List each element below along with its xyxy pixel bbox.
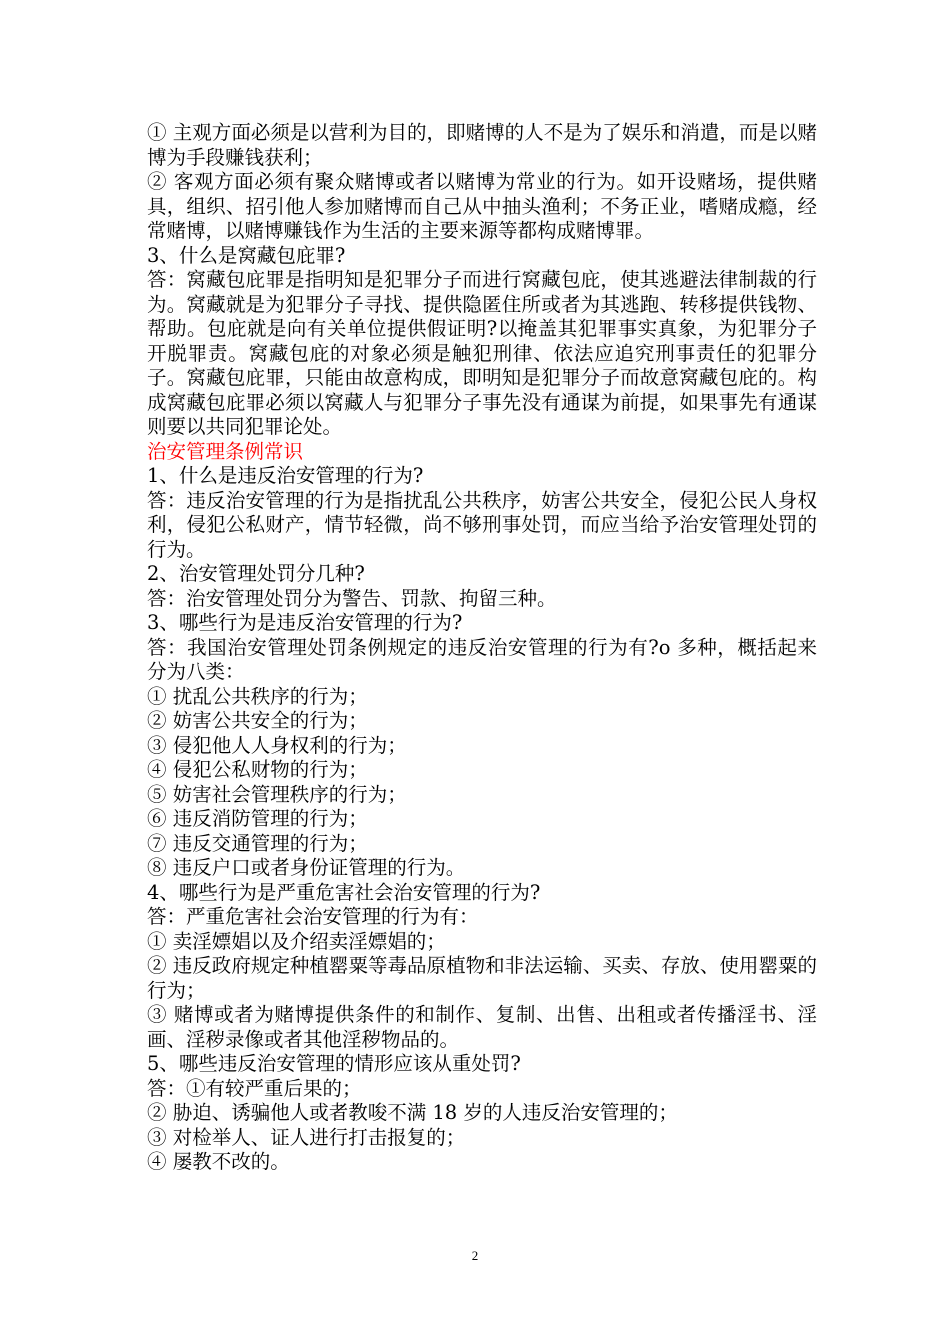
question-heading: 5、哪些违反治安管理的情形应该从重处罚?	[147, 1052, 521, 1075]
list-item: ⑧ 违反户口或者身份证管理的行为。	[147, 856, 466, 879]
question-heading: 2、治安管理处罚分几种?	[147, 562, 365, 585]
document-body	[147, 121, 817, 1175]
page-number: 2	[471, 1248, 479, 1263]
answer-paragraph: 答：治安管理处罚分为警告、罚款、拘留三种。	[147, 586, 557, 610]
list-item: ④ 屡教不改的。	[147, 1150, 290, 1173]
list-item: ① 扰乱公共秩序的行为；	[147, 684, 368, 708]
list-item: ⑤ 妨害社会管理秩序的行为；	[147, 782, 407, 806]
list-item: ③ 对检举人、证人进行打击报复的；	[147, 1125, 466, 1149]
list-item: ④ 侵犯公私财物的行为；	[147, 758, 368, 781]
list-item: ③ 赌博或者为赌博提供条件的和制作、复制、出售、出租或者传播淫书、淫画、淫秽录像或者其他淫秽物品的。	[147, 1003, 817, 1051]
answer-paragraph: 答：①有较严重后果的；	[147, 1076, 362, 1100]
list-item: ⑦ 违反交通管理的行为；	[147, 831, 368, 855]
list-item: ① 卖淫嫖娼以及介绍卖淫嫖娼的；	[147, 929, 446, 953]
list-item: ② 胁迫、诱骗他人或者教唆不满 18 岁的人违反治安管理的；	[147, 1101, 678, 1124]
question-heading: 3、什么是窝藏包庇罪?	[147, 243, 346, 267]
answer-paragraph: 答：严重危害社会治安管理的行为有：	[147, 905, 479, 928]
answer-paragraph: 答：违反治安管理的行为是指扰乱公共秩序，妨害公共安全，侵犯公民人身权利，侵犯公私财产，情节轻微，尚不够刑事处罚，而应当给予治安管理处罚的行为。	[147, 488, 817, 561]
answer-paragraph: 答：我国治安管理处罚条例规定的违反治安管理的行为有?o 多种，概括起来分为八类：	[147, 635, 817, 683]
paragraph: ② 客观方面必须有聚众赌博或者以赌博为常业的行为。如开设赌场，提供赌具，组织、招引他人参加赌博而自己从中抽头渔利；不务正业，嗜赌成瘾，经常赌博，以赌博赚钱作为生活的主要来源等都构成赌博罪。	[147, 170, 817, 242]
question-heading: 1、什么是违反治安管理的行为?	[147, 464, 424, 487]
list-item: ③ 侵犯他人人身权利的行为；	[147, 733, 407, 757]
question-heading: 3、哪些行为是违反治安管理的行为?	[147, 611, 463, 634]
section-title: 治安管理条例常识	[147, 439, 304, 463]
list-item: ② 违反政府规定种植罂粟等毒品原植物和非法运输、买卖、存放、使用罂粟的行为；	[147, 954, 817, 1002]
answer-paragraph: 答：窝藏包庇罪是指明知是犯罪分子而进行窝藏包庇，使其逃避法律制裁的行为。窝藏就是为犯罪分子寻找、提供隐匿住所或者为其逃跑、转移提供钱物、帮助。包庇就是向有关单位提供假证明?以掩盖其犯罪事实真象，为犯罪分子开脱罪责。窝藏包庇的对象必须是触犯刑律、依法应追究刑事责任的犯罪分子。窝藏包庇罪，只能由故意构成，即明知是犯罪分子而故意窝藏包庇的。构成窝藏包庇罪必须以窝藏人与犯罪分子事先没有通谋为前提，如果事先有通谋则要以共同犯罪论处。	[147, 268, 817, 438]
paragraph: ① 主观方面必须是以营利为目的，即赌博的人不是为了娱乐和消遣，而是以赌博为手段赚钱获利；	[147, 121, 817, 169]
question-heading: 4、哪些行为是严重危害社会治安管理的行为?	[147, 880, 541, 904]
list-item: ⑥ 违反消防管理的行为；	[147, 807, 368, 830]
list-item: ② 妨害公共安全的行为；	[147, 709, 368, 732]
